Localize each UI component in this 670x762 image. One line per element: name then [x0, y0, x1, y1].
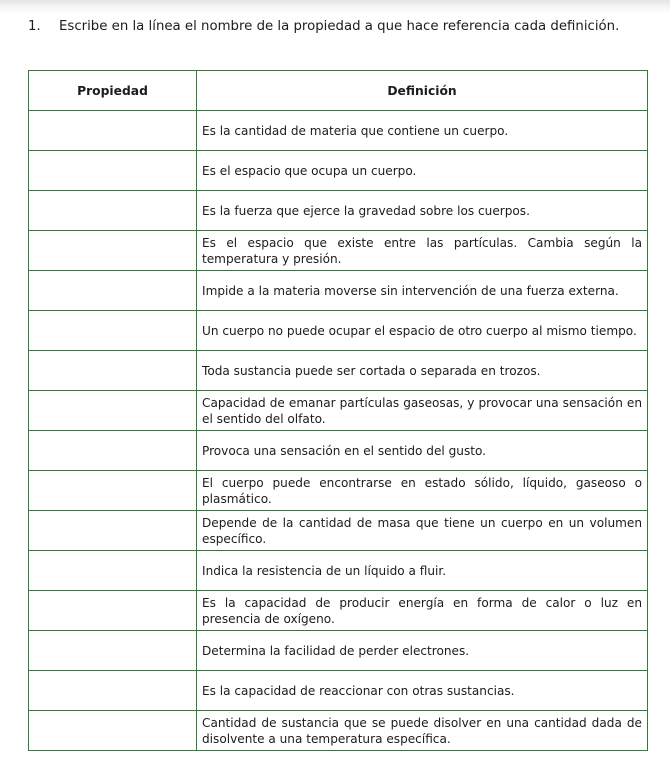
propiedad-answer-cell[interactable] — [29, 111, 197, 151]
definicion-cell: Capacidad de emanar partículas gaseosas, y provocar una sensación en el sentido del olfato. — [197, 391, 648, 431]
top-shadow — [0, 0, 670, 14]
table-row — [29, 231, 648, 271]
propiedad-answer-cell[interactable] — [29, 311, 197, 351]
table-row — [29, 271, 648, 311]
table-row — [29, 591, 648, 631]
propiedad-answer-cell[interactable] — [29, 431, 197, 471]
table-row — [29, 391, 648, 431]
table-row — [29, 551, 648, 591]
definicion-cell: Depende de la cantidad de masa que tiene un cuerpo en un volumen específico. — [197, 511, 648, 551]
table-row — [29, 631, 648, 671]
instruction-text: Escribe en la línea el nombre de la propiedad a que hace referencia cada definición. — [59, 19, 620, 34]
propiedad-answer-cell[interactable] — [29, 671, 197, 711]
header-definicion: Definición — [197, 71, 648, 111]
definicion-cell: Impide a la materia moverse sin intervención de una fuerza externa. — [197, 271, 648, 311]
propiedad-answer-cell[interactable] — [29, 351, 197, 391]
definicion-cell: Es la cantidad de materia que contiene un cuerpo. — [197, 111, 648, 151]
instruction-number: 1. — [28, 19, 41, 34]
table-header-row — [29, 71, 648, 111]
table-row — [29, 511, 648, 551]
definicion-cell: El cuerpo puede encontrarse en estado sólido, líquido, gaseoso o plasmático. — [197, 471, 648, 511]
definicion-cell: Provoca una sensación en el sentido del gusto. — [197, 431, 648, 471]
definicion-cell: Indica la resistencia de un líquido a fluir. — [197, 551, 648, 591]
table-row — [29, 111, 648, 151]
table-row — [29, 151, 648, 191]
definicion-cell: Es la fuerza que ejerce la gravedad sobre los cuerpos. — [197, 191, 648, 231]
table-row — [29, 191, 648, 231]
table-row — [29, 311, 648, 351]
propiedad-answer-cell[interactable] — [29, 711, 197, 751]
definicion-cell: Es el espacio que ocupa un cuerpo. — [197, 151, 648, 191]
table-row — [29, 711, 648, 751]
definicion-cell: Es la capacidad de reaccionar con otras sustancias. — [197, 671, 648, 711]
propiedad-answer-cell[interactable] — [29, 231, 197, 271]
definicion-cell: Cantidad de sustancia que se puede disolver en una cantidad dada de disolvente a una temperatura específica. — [197, 711, 648, 751]
instruction — [28, 17, 644, 36]
propiedad-answer-cell[interactable] — [29, 471, 197, 511]
table-row — [29, 431, 648, 471]
propiedad-answer-cell[interactable] — [29, 631, 197, 671]
definicion-cell: Toda sustancia puede ser cortada o separada en trozos. — [197, 351, 648, 391]
table-row — [29, 351, 648, 391]
definicion-cell: Un cuerpo no puede ocupar el espacio de otro cuerpo al mismo tiempo. — [197, 311, 648, 351]
propiedad-answer-cell[interactable] — [29, 271, 197, 311]
table-row — [29, 671, 648, 711]
propiedad-answer-cell[interactable] — [29, 511, 197, 551]
propiedad-answer-cell[interactable] — [29, 391, 197, 431]
properties-table — [28, 70, 648, 751]
propiedad-answer-cell[interactable] — [29, 151, 197, 191]
propiedad-answer-cell[interactable] — [29, 591, 197, 631]
definicion-cell: Determina la facilidad de perder electrones. — [197, 631, 648, 671]
table-row — [29, 471, 648, 511]
definicion-cell: Es el espacio que existe entre las partículas. Cambia según la temperatura y presión. — [197, 231, 648, 271]
definicion-cell: Es la capacidad de producir energía en forma de calor o luz en presencia de oxígeno. — [197, 591, 648, 631]
table-body — [29, 111, 648, 751]
propiedad-answer-cell[interactable] — [29, 191, 197, 231]
header-propiedad: Propiedad — [29, 71, 197, 111]
propiedad-answer-cell[interactable] — [29, 551, 197, 591]
